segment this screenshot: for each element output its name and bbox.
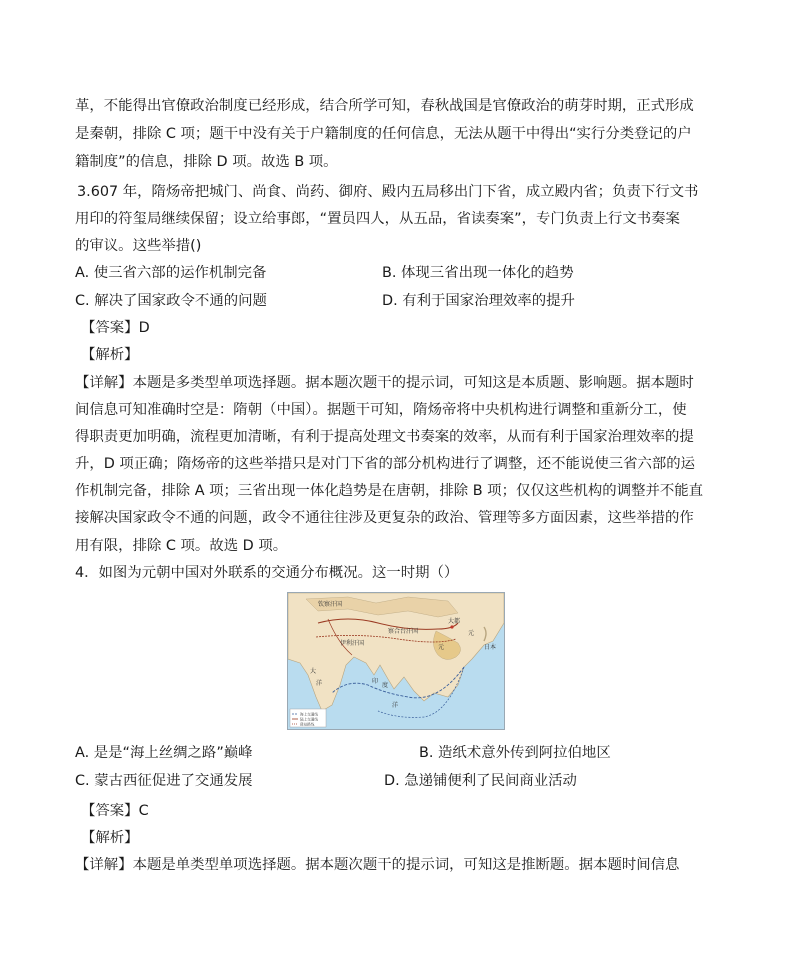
map-legend [290,709,326,727]
map-label-continent-1: 大 [310,668,317,675]
legend-item-sea: 海上交通线 [300,712,318,717]
q4-analysis-label: 【解析】 [81,830,139,846]
q3-stem-line-1: 3.607 年，隋炀帝把城门、尚食、尚药、御府、殿内五局移出门下省，成立殿内省；负责下行文书 [77,184,699,200]
q4-option-b: B. 造纸术意外传到阿拉伯地区 [419,745,611,761]
prev-analysis-line-3: 籍制度”的信息，排除 D 项。故选 B 项。 [75,154,338,170]
q4-option-c: C. 蒙古西征促进了交通发展 [75,773,253,789]
map-capital-dot [450,625,453,628]
q4-option-d: D. 急递铺便利了民间商业活动 [384,773,577,789]
q3-stem-line-2: 用印的符玺局继续保留；设立给事郎，“置员四人，从五品，省读奏案”，专门负责上行文书奏案 [75,211,680,227]
q3-option-a: A. 使三省六部的运作机制完备 [75,265,267,281]
legend-item-post: 驿站路线 [300,722,315,727]
map-label-capital: 大都 [448,618,461,625]
map-label-north: 钦察汗国 [318,601,343,608]
q3-option-b: B. 体现三省出现一体化的趋势 [382,265,574,281]
q3-detail-line-1: 【详解】本题是多类型单项选择题。据本题次题干的提示词，可知这是本质题、影响题。据本题时 [75,375,694,391]
q3-detail-line-7: 用有限，排除 C 项。故选 D 项。 [75,538,288,554]
q3-option-d: D. 有利于国家治理效率的提升 [382,293,575,309]
map-label-india: 印 [372,678,379,685]
q3-analysis-label: 【解析】 [81,347,139,363]
map-label-japan: 日本 [484,644,497,651]
q3-detail-line-3: 得职责更加明确，流程更加清晰，有利于提高处理文书奏案的效率，从而有利于国家治理效率的提 [75,429,694,445]
q3-detail-line-2: 间信息可知准确时空是：隋朝（中国）。据题干可知，隋炀帝将中央机构进行调整和重新分工，使 [75,402,687,418]
map-label-continent-2: 洋 [316,680,323,687]
yuan-transport-map [287,592,505,730]
map-label-center-char: 元 [438,644,445,651]
q3-detail-line-6: 接解决国家政令不通的问题，政令不通往往涉及更复杂的政治、管理等多方面因素，这些举措的作 [75,510,694,526]
q3-detail-line-5: 作机制完备，排除 A 项；三省出现一体化趋势是在唐朝，排除 B 项；仅仅这些机构的调整并不能直 [75,483,704,499]
map-label-india-2: 度 [382,682,389,689]
q3-stem-line-3: 的审议。这些举措() [75,238,202,254]
map-label-yuan: 元 [468,630,475,637]
map-label-ocean: 洋 [392,702,399,709]
prev-analysis-line-2: 是秦朝，排除 C 项；题干中没有关于户籍制度的任何信息，无法从题干中得出“实行分类登记的户 [75,126,692,142]
map-label-west: 伊利汗国 [340,640,365,647]
prev-analysis-line-1: 革，不能得出官僚政治制度已经形成，结合所学可知，春秋战国是官僚政治的萌芽时期，正式形成 [75,98,694,114]
q4-option-a: A. 是是“海上丝绸之路”巅峰 [75,745,253,761]
q4-detail-line-1: 【详解】本题是单类型单项选择题。据本题次题干的提示词，可知这是推断题。据本题时间信息 [75,857,680,873]
q3-answer: 【答案】D [81,320,150,336]
map-label-center: 察合台汗国 [388,628,419,635]
legend-item-land: 陆上交通线 [300,717,318,722]
q3-option-c: C. 解决了国家政令不通的问题 [75,293,267,309]
q3-detail-line-4: 升，D 项正确；隋炀帝的这些举措只是对门下省的部分机构进行了调整，还不能说使三省六部的运 [75,456,696,472]
q4-stem: 4．如图为元朝中国对外联系的交通分布概况。这一时期（） [75,565,459,581]
q4-answer: 【答案】C [81,803,149,819]
